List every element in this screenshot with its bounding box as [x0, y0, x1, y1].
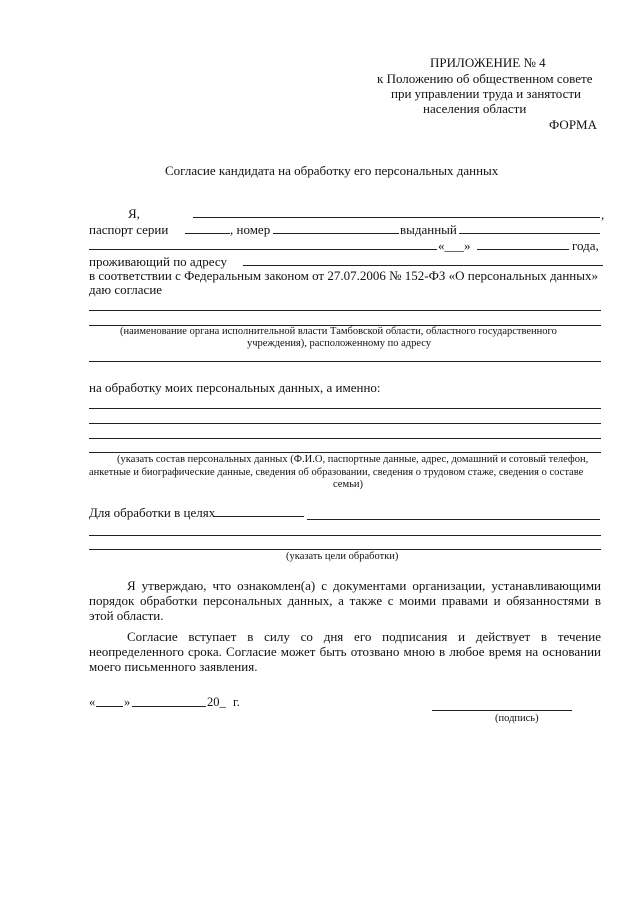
document-title: Согласие кандидата на обработку его персональных данных	[165, 163, 499, 178]
organ-field-1[interactable]	[89, 310, 601, 311]
purpose-field-2[interactable]	[89, 535, 601, 536]
label-i: Я,	[128, 206, 140, 221]
purpose-field-b[interactable]	[307, 519, 600, 520]
document-page: ПРИЛОЖЕНИЕ № 4 к Положению об общественном совете при управлении труда и занятости населения области ФОРМА Согласие кандидата на обработку его персональных данных Я, , паспорт серии , номер выданный «___» года, проживающий по адресу в соответствии с Федеральным законом от 27.07.2006 № 152-ФЗ «О персональных данных» даю согласие (наименование органа исполнительной власти Тамбовской области, областного государственного учреждения), расположенному по адресу на обработку моих персональных данных, а именно: (указать состав персональных данных (Ф.И.О, паспортные данные, адрес, домашний и сотовый телефон, анкетные и биографические данные, сведения об образовании, сведения о трудовом стаже, сведения о составе семьи) Для обработки в целях (указать цели обработки) Я утверждаю, что ознакомлен(а) с документами организации, устанавливающими порядок обработки персональных данных, а также с моими правами и обязанностями в этой области. Согласие вступает в силу со дня его подписания и действует в течение неопределенного срока. Согласие может быть отозвано мною в любое время на основании моего письменного заявления. « » 20_ г. (подпись)	[89, 55, 605, 724]
date-close-quote: »	[124, 695, 131, 709]
composition-hint-3: семьи)	[333, 479, 363, 490]
date-open-quote: «	[89, 695, 96, 709]
law-reference: в соответствии с Федеральным законом от 27.07.2006 № 152-ФЗ «О персональных данных»	[89, 268, 598, 283]
passport-number-field[interactable]	[273, 233, 399, 234]
date-day-field[interactable]	[96, 706, 123, 707]
paragraph-acknowledgement: Я утверждаю, что ознакомлен(а) с документами организации, устанавливающими порядок обработки персональных данных, а также с моими правами и обязанностями в этой области.	[89, 578, 601, 623]
header-line-2: при управлении труда и занятости	[391, 86, 582, 101]
header-line-3: населения области	[423, 101, 527, 116]
fio-field[interactable]	[193, 217, 600, 218]
data-field-3[interactable]	[89, 438, 601, 439]
signature-field[interactable]	[432, 710, 572, 711]
address-field[interactable]	[243, 265, 603, 266]
purpose-field-3[interactable]	[89, 549, 601, 550]
purpose-field-a[interactable]	[214, 516, 304, 517]
label-residing: проживающий по адресу	[89, 254, 227, 269]
date-month-field[interactable]	[132, 706, 206, 707]
data-field-2[interactable]	[89, 423, 601, 424]
label-processing: на обработку моих персональных данных, а именно:	[89, 380, 381, 395]
organ-address-field[interactable]	[89, 361, 601, 362]
issued-by-field-2[interactable]	[89, 249, 437, 250]
label-number: , номер	[230, 222, 271, 237]
paragraph-validity: Согласие вступает в силу со дня его подписания и действует в течение неопределенного срока. Согласие может быть отозвано мною в любое время на основании моего письменного заявления.	[89, 629, 601, 674]
purposes-hint: (указать цели обработки)	[286, 551, 399, 562]
label-year: года,	[572, 238, 599, 253]
issued-by-field[interactable]	[459, 233, 600, 234]
signature-label: (подпись)	[495, 713, 539, 724]
issue-month-field[interactable]	[477, 249, 569, 250]
date-year-prefix: 20_	[207, 695, 226, 709]
organ-hint-2: учреждения), расположенному по адресу	[247, 338, 432, 349]
date-year-suffix: г.	[233, 695, 240, 709]
form-label: ФОРМА	[549, 117, 597, 132]
data-field-1[interactable]	[89, 408, 601, 409]
data-field-4[interactable]	[89, 452, 601, 453]
header-line-1: к Положению об общественном совете	[377, 71, 593, 86]
organ-hint: (наименование органа исполнительной власти Тамбовской области, областного государственного	[120, 326, 557, 337]
passport-series-field[interactable]	[185, 233, 230, 234]
issue-day: «___»	[438, 238, 471, 253]
appendix-number: ПРИЛОЖЕНИЕ № 4	[430, 55, 546, 70]
label-issued: выданный	[400, 222, 457, 237]
composition-hint-2: анкетные и биографические данные, сведения об образовании, сведения о трудовом стаже, сведения о составе	[89, 467, 584, 478]
composition-hint-1: (указать состав персональных данных (Ф.И.О, паспортные данные, адрес, домашний и сотовый телефон,	[117, 454, 589, 465]
label-give-consent: даю согласие	[89, 282, 163, 297]
label-purposes: Для обработки в целях	[89, 505, 216, 520]
label-passport-series: паспорт серии	[89, 222, 169, 237]
